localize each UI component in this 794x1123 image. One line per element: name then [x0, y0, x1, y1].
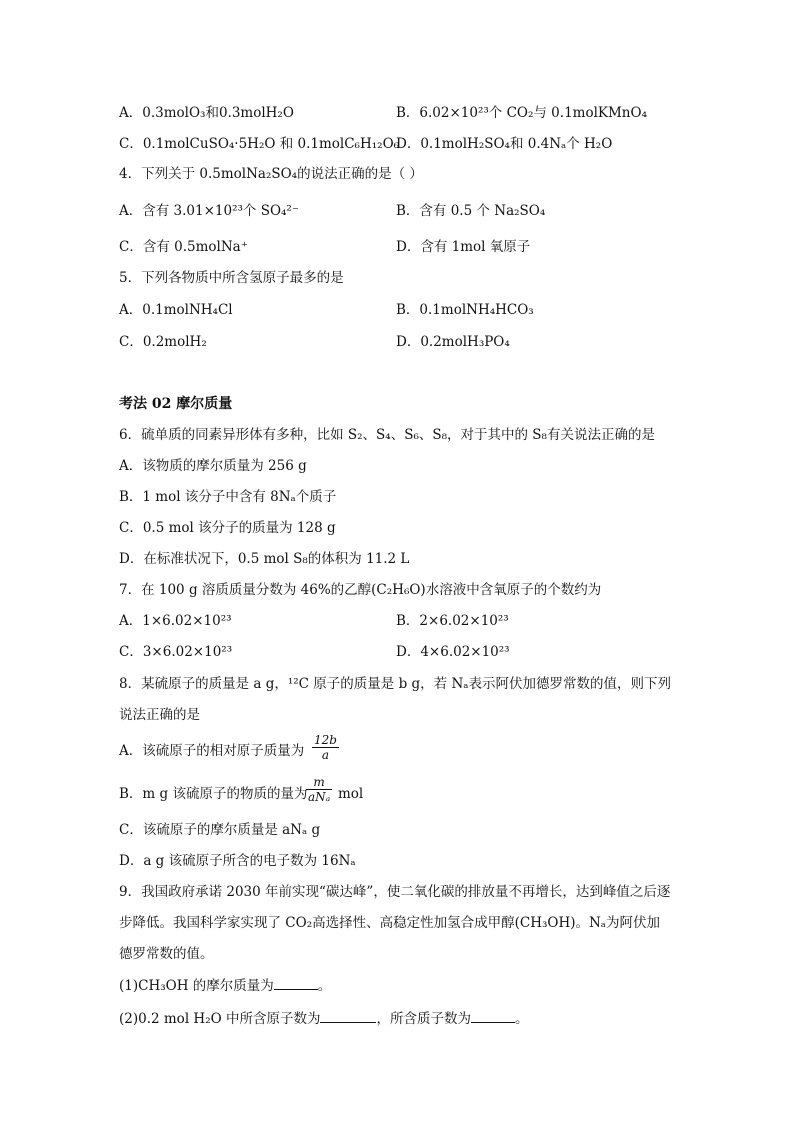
q3-option-c: C．0.1molCuSO₄·5H₂O 和 0.1molC₆H₁₂O₆	[119, 136, 400, 152]
q7-option-b: B．2×6.02×10²³	[396, 613, 509, 629]
q6-option-d: D．在标准状况下，0.5 mol S₈的体积为 11.2 L	[119, 551, 410, 567]
q5-option-c: C．0.2molH₂	[119, 334, 207, 350]
fraction-numerator: m	[306, 775, 332, 790]
q6-stem: 6．硫单质的同素异形体有多种，比如 S₂、S₄、S₆、S₈，对于其中的 S₈有关说法正确的是	[119, 427, 655, 443]
q5-option-d: D．0.2molH₃PO₄	[396, 334, 510, 350]
q9-part2	[119, 1010, 528, 1028]
q4-option-c: C．含有 0.5molNa⁺	[119, 239, 248, 255]
q9-part1-text: (1)CH₃OH 的摩尔质量为	[119, 978, 274, 994]
q9-part2-text: (2)0.2 mol H₂O 中所含原子数为	[119, 1011, 321, 1027]
q4-option-d: D．含有 1mol 氧原子	[396, 239, 531, 255]
q4-stem: 4．下列关于 0.5molNa₂SO₄的说法正确的是（ ）	[119, 166, 423, 182]
q3-option-b: B．6.02×10²³个 CO₂与 0.1molKMnO₄	[396, 105, 647, 121]
q7-option-d: D．4×6.02×10²³	[396, 644, 510, 660]
q5-option-a: A．0.1molNH₄Cl	[119, 302, 233, 318]
fraction-numerator: 12b	[314, 733, 337, 747]
q7-stem: 7．在 100 g 溶质质量分数为 46%的乙醇(C₂H₆O)水溶液中含氧原子的个数约为	[119, 582, 602, 598]
q5-option-b: B．0.1molNH₄HCO₃	[396, 302, 534, 318]
q8-option-a-fraction	[312, 733, 339, 762]
q4-option-b: B．含有 0.5 个 Na₂SO₄	[396, 203, 546, 219]
fraction-denominator: aNₐ	[308, 790, 331, 804]
q8-option-d: D．a g 该硫原子所含的电子数为 16Nₐ	[119, 853, 356, 869]
q9-stem-line3: 德罗常数的值。	[119, 946, 214, 962]
q3-option-a: A．0.3molO₃和0.3molH₂O	[119, 105, 294, 121]
q9-part1	[119, 977, 331, 995]
section-title: 考法 02 摩尔质量	[119, 396, 233, 412]
answer-blank[interactable]	[274, 977, 318, 990]
q8-option-b-fraction	[306, 775, 332, 804]
q9-stem-line1: 9．我国政府承诺 2030 年前实现“碳达峰”，使二氧化碳的排放量不再增长，达到峰值之后逐	[119, 884, 671, 900]
fraction-denominator: a	[321, 748, 330, 762]
q6-option-c: C．0.5 mol 该分子的质量为 128 g	[119, 520, 336, 536]
answer-blank[interactable]	[471, 1010, 515, 1023]
q9-part2-mid: ，所含质子数为	[376, 1011, 471, 1027]
q7-option-c: C．3×6.02×10²³	[119, 644, 233, 660]
answer-blank[interactable]	[320, 1010, 376, 1023]
q7-option-a: A．1×6.02×10²³	[119, 613, 232, 629]
q6-option-b: B．1 mol 该分子中含有 8Nₐ个质子	[119, 489, 337, 505]
q8-option-a	[119, 742, 304, 760]
q8-option-a-text: A．该硫原子的相对原子质量为	[119, 743, 305, 759]
q8-stem-line2: 说法正确的是	[119, 707, 200, 723]
q8-stem-line1: 8．某硫原子的质量是 a g，¹²C 原子的质量是 b g，若 Nₐ表示阿伏加德罗常数的值，则下列	[119, 676, 671, 692]
q3-option-d: D．0.1molH₂SO₄和 0.4Nₐ个 H₂O	[396, 136, 613, 152]
q9-part1-end: 。	[317, 978, 332, 994]
q8-option-c: C．该硫原子的摩尔质量是 aNₐ g	[119, 822, 321, 838]
q6-option-a: A．该物质的摩尔质量为 256 g	[119, 458, 307, 474]
q5-stem: 5．下列各物质中所含氢原子最多的是	[119, 270, 344, 286]
q9-part2-end: 。	[514, 1011, 529, 1027]
q8-option-b-text: B．m g 该硫原子的物质的量为	[119, 786, 308, 802]
q9-stem-line2: 步降低。我国科学家实现了 CO₂高选择性、高稳定性加氢合成甲醇(CH₃OH)。Nₐ为阿伏加	[119, 915, 661, 931]
q8-option-b-unit: mol	[338, 786, 364, 802]
q4-option-a: A．含有 3.01×10²³个 SO₄²⁻	[119, 203, 299, 219]
q8-option-b	[119, 785, 307, 803]
